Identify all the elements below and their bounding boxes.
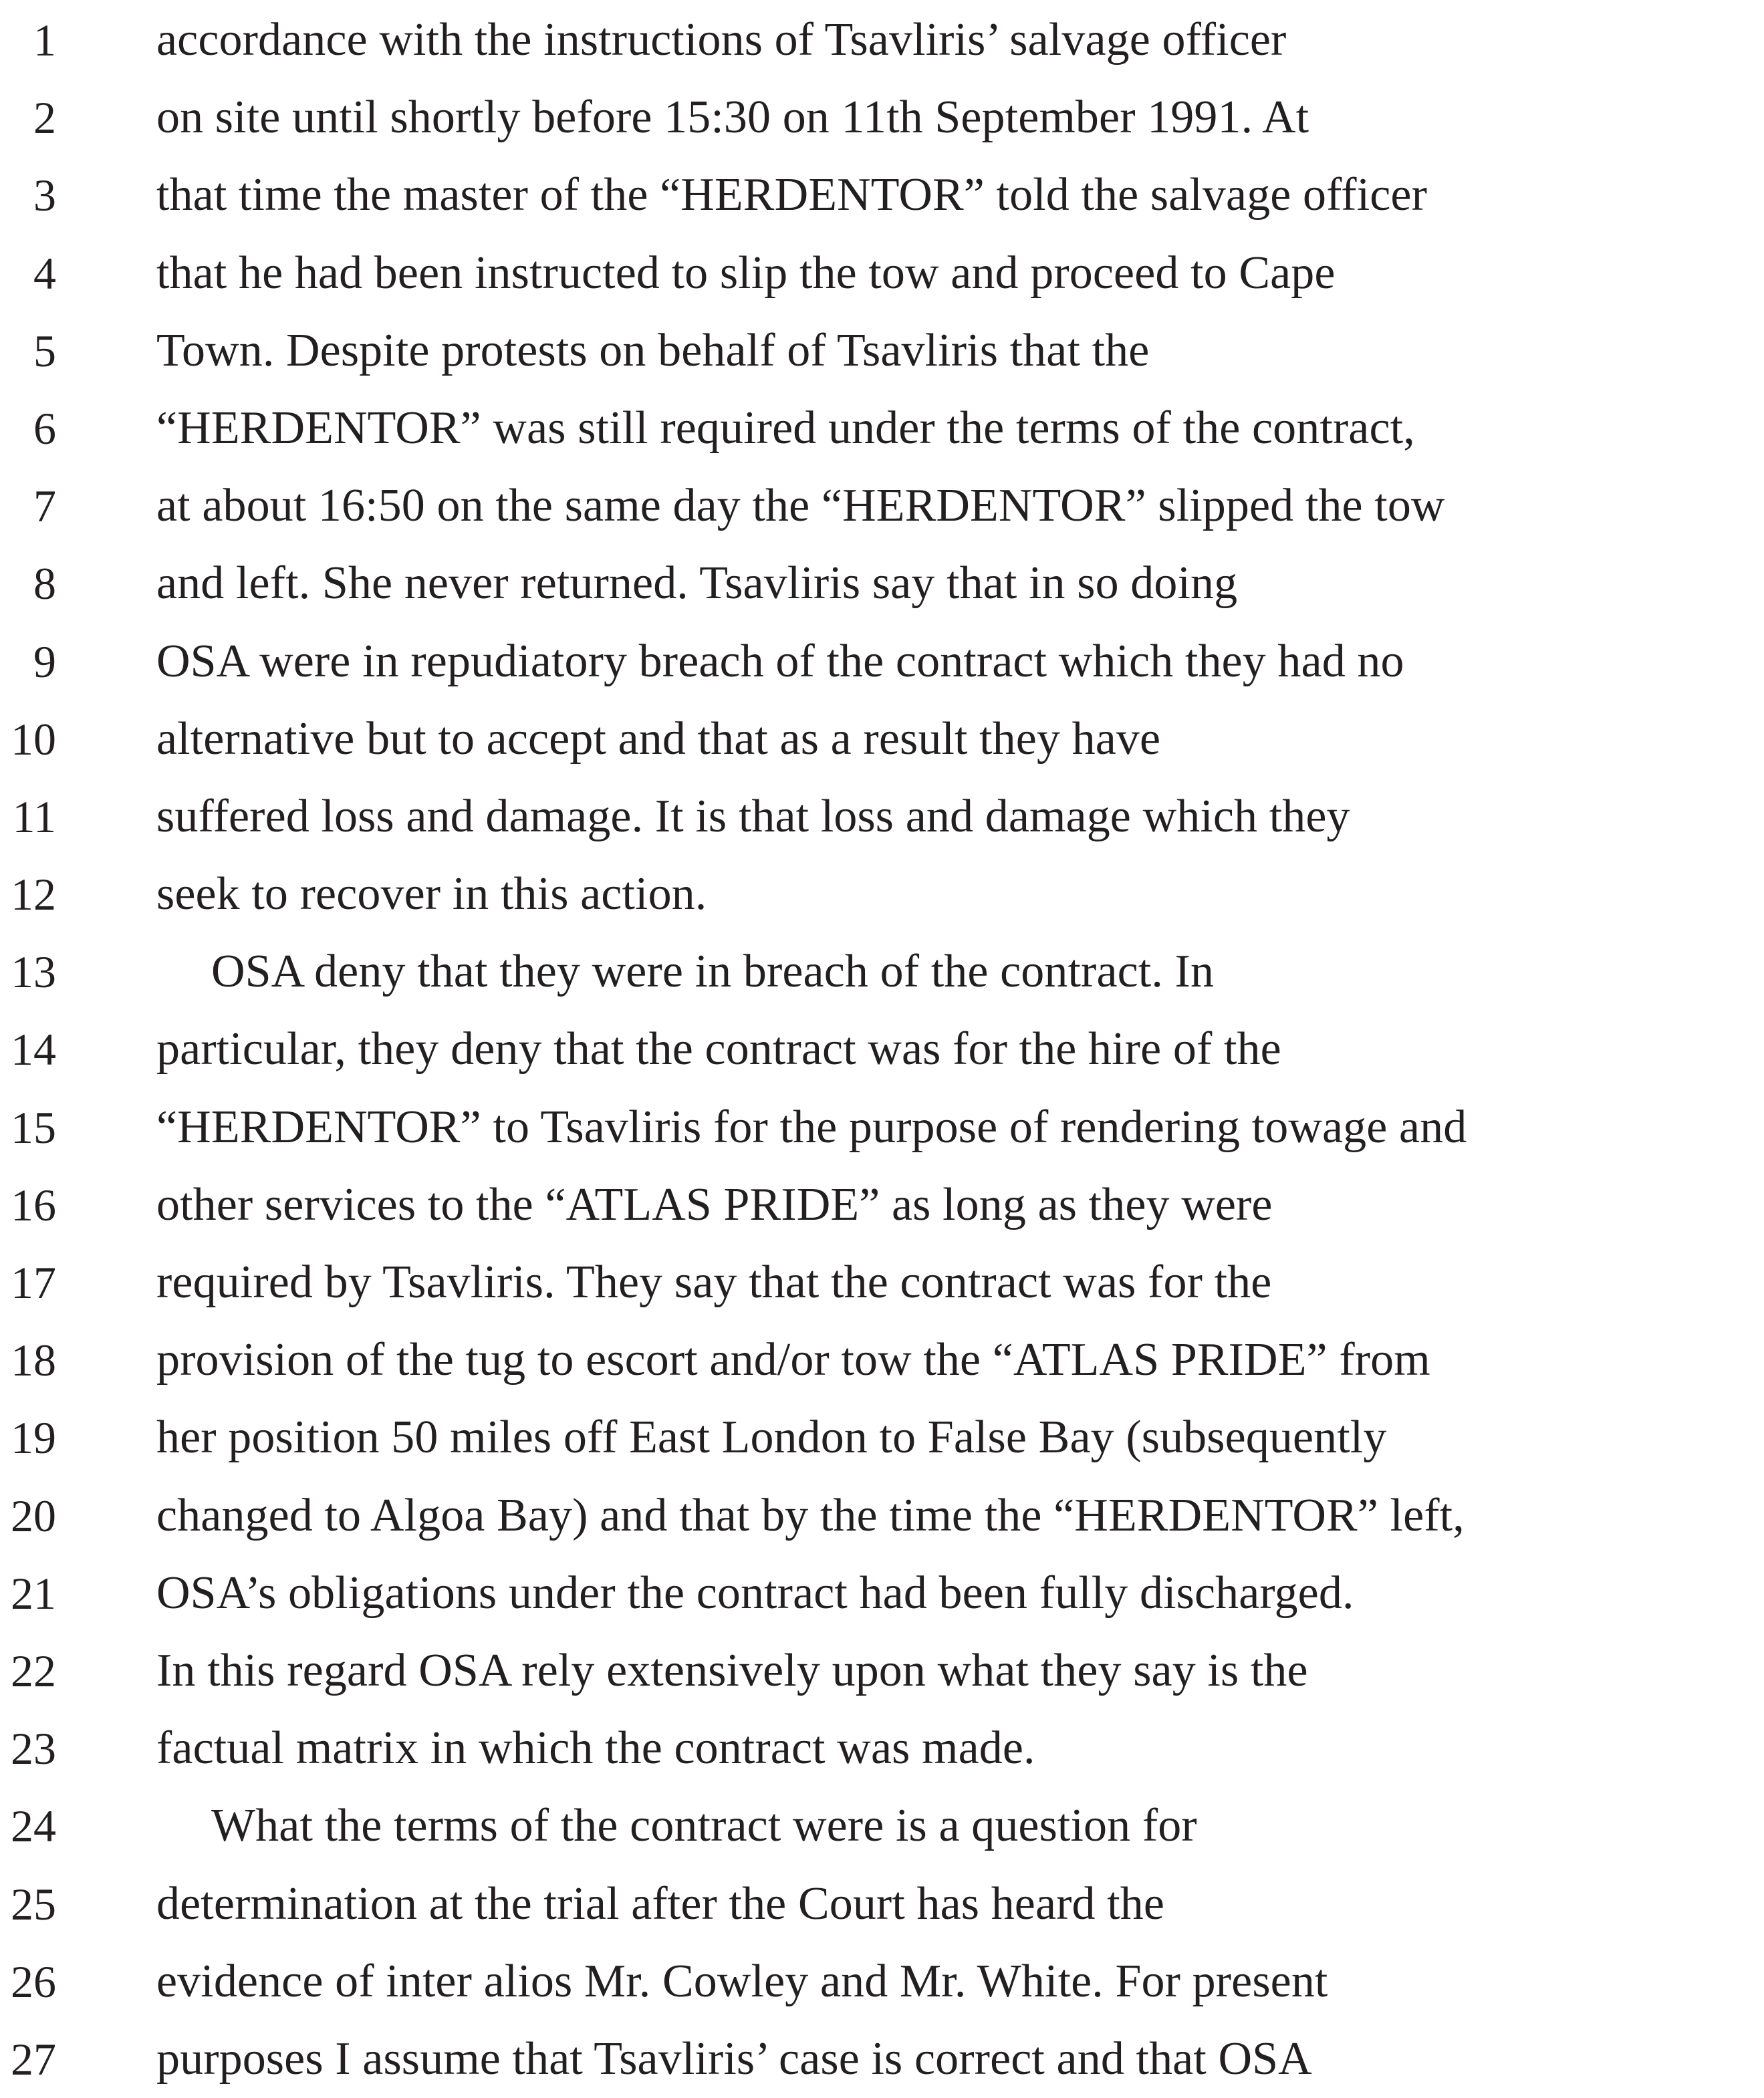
text-line (0, 1166, 1764, 1244)
text-line (0, 390, 1764, 467)
line-number: 14 (11, 1024, 56, 1075)
numbered-text-body (0, 1, 1764, 2098)
line-text: alternative but to accept and that as a result they have (156, 712, 1161, 765)
text-line (0, 933, 1764, 1011)
line-number: 8 (33, 558, 56, 610)
line-text: on site until shortly before 15:30 on 11th September 1991. At (156, 92, 1309, 144)
text-line (0, 1089, 1764, 1166)
line-text: particular, they deny that the contract was for the hire of the (156, 1023, 1281, 1075)
line-number: 19 (11, 1412, 56, 1464)
line-number: 21 (11, 1567, 56, 1619)
line-text: seek to recover in this action. (156, 868, 707, 920)
text-line (0, 1321, 1764, 1399)
text-line (0, 2020, 1764, 2098)
line-number: 7 (33, 481, 56, 532)
text-line (0, 1244, 1764, 1321)
line-text: “HERDENTOR” to Tsavliris for the purpose of rendering towage and (156, 1101, 1467, 1153)
line-number: 4 (33, 247, 56, 299)
line-number: 1 (33, 15, 56, 65)
line-text: In this regard OSA rely extensively upon what they say is the (156, 1644, 1308, 1696)
line-text: determination at the trial after the Court has heard the (156, 1877, 1165, 1930)
text-line (0, 1632, 1764, 1710)
text-line (0, 235, 1764, 312)
text-line (0, 1710, 1764, 1787)
text-line (0, 1943, 1764, 2020)
line-number: 24 (11, 1801, 56, 1852)
text-line (0, 156, 1764, 234)
line-number: 3 (33, 170, 56, 221)
text-line (0, 1477, 1764, 1555)
line-text: Town. Despite protests on behalf of Tsavliris that the (156, 324, 1150, 376)
text-line (0, 1865, 1764, 1943)
line-text: her position 50 miles off East London to False Bay (subsequently (156, 1412, 1387, 1464)
line-text: other services to the “ATLAS PRIDE” as long as they were (156, 1178, 1273, 1230)
line-text: What the terms of the contract were is a question for (211, 1800, 1197, 1852)
line-text: “HERDENTOR” was still required under the terms of the contract, (156, 402, 1415, 454)
line-text: that he had been instructed to slip the tow and proceed to Cape (156, 247, 1336, 299)
line-text: provision of the tug to escort and/or tow the “ATLAS PRIDE” from (156, 1334, 1430, 1386)
line-number: 17 (11, 1257, 56, 1308)
text-line (0, 778, 1764, 856)
line-number: 18 (11, 1335, 56, 1386)
line-number: 22 (11, 1645, 56, 1696)
line-number: 2 (33, 92, 56, 144)
line-number: 9 (33, 636, 56, 687)
line-text: OSA were in repudiatory breach of the contract which they had no (156, 635, 1404, 687)
text-line (0, 700, 1764, 778)
line-text: changed to Algoa Bay) and that by the time the “HERDENTOR” left, (156, 1489, 1465, 1541)
text-line (0, 1011, 1764, 1088)
text-line (0, 856, 1764, 933)
line-number: 26 (11, 1956, 56, 2007)
line-text: and left. She never returned. Tsavliris say that in so doing (156, 557, 1238, 610)
line-text: accordance with the instructions of Tsavliris’ salvage officer (156, 14, 1287, 65)
text-line (0, 79, 1764, 156)
line-number: 6 (33, 402, 56, 454)
line-text: factual matrix in which the contract was made. (156, 1722, 1035, 1775)
line-number: 23 (11, 1723, 56, 1775)
line-number: 13 (11, 946, 56, 998)
line-text: that time the master of the “HERDENTOR” told the salvage officer (156, 169, 1428, 221)
text-line (0, 1555, 1764, 1632)
line-number: 15 (11, 1101, 56, 1153)
line-number: 5 (33, 325, 56, 376)
line-text: at about 16:50 on the same day the “HERDENTOR” slipped the tow (156, 480, 1445, 532)
line-number: 25 (11, 1878, 56, 1930)
line-text: evidence of inter alios Mr. Cowley and Mr. White. For present (156, 1955, 1328, 2007)
line-number: 16 (11, 1179, 56, 1230)
line-number: 10 (11, 713, 56, 765)
text-line (0, 1, 1764, 79)
line-text: OSA deny that they were in breach of the contract. In (211, 946, 1215, 998)
line-text: purposes I assume that Tsavliris’ case is correct and that OSA (156, 2033, 1312, 2085)
line-text: OSA’s obligations under the contract had been fully discharged. (156, 1567, 1354, 1619)
line-number: 11 (12, 791, 56, 842)
line-text: required by Tsavliris. They say that the contract was for the (156, 1257, 1272, 1308)
text-line (0, 1787, 1764, 1865)
text-line (0, 467, 1764, 545)
text-line (0, 623, 1764, 700)
text-line (0, 545, 1764, 622)
line-text: suffered loss and damage. It is that loss and damage which they (156, 790, 1350, 842)
line-number: 12 (11, 869, 56, 920)
line-number: 20 (11, 1490, 56, 1541)
text-line (0, 312, 1764, 390)
text-line (0, 1399, 1764, 1476)
line-number: 27 (11, 2033, 56, 2085)
